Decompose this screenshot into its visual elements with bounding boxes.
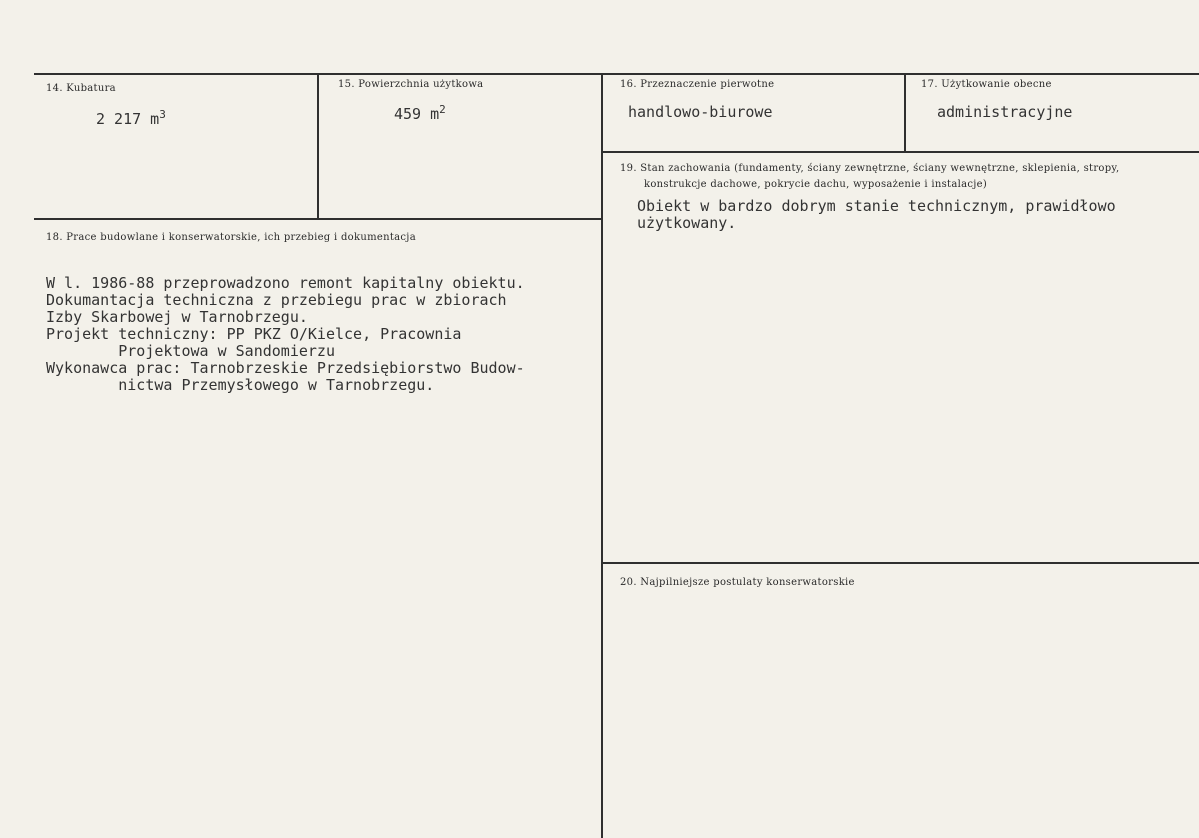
top-rule [34, 73, 1199, 75]
field-14-label: 14. Kubatura [46, 83, 116, 94]
field-15-label: 15. Powierzchnia użytkowa [338, 79, 484, 90]
field-16-value: handlowo-biurowe [628, 103, 773, 121]
field-15-number: 459 m [394, 105, 440, 123]
field-17-label: 17. Użytkowanie obecne [921, 79, 1052, 90]
field-14-value [96, 108, 166, 128]
field-19-label-cont: konstrukcje dachowe, pokrycie dachu, wyposażenie i instalacje) [644, 179, 988, 190]
field-15-exponent: 2 [439, 103, 446, 116]
field-20-label: 20. Najpilniejsze postulaty konserwatorskie [620, 577, 855, 588]
field-14-exponent: 3 [159, 108, 166, 121]
rule-under-16-17 [601, 151, 1199, 153]
field-16-label: 16. Przeznaczenie pierwotne [620, 79, 775, 90]
field-19-text: Obiekt w bardzo dobrym stanie technicznym, prawidłowo użytkowany. [637, 197, 1116, 232]
divider-16-17 [904, 73, 906, 151]
divider-main [601, 73, 603, 838]
field-14-number: 2 217 m [96, 110, 160, 128]
rule-under-19 [601, 562, 1199, 564]
field-18-label: 18. Prace budowlane i konserwatorskie, ich przebieg i dokumentacja [46, 232, 416, 243]
divider-14-15 [317, 73, 319, 219]
field-17-value: administracyjne [937, 103, 1073, 121]
field-19-label: 19. Stan zachowania (fundamenty, ściany zewnętrzne, ściany wewnętrzne, sklepienia, stropy, [620, 163, 1120, 174]
field-15-value [394, 103, 446, 123]
rule-under-14-15 [34, 218, 603, 220]
field-18-text: W l. 1986-88 przeprowadzono remont kapitalny obiektu. Dokumantacja techniczna z przebiegu prac w zbiorach Izby Skarbowej w Tarnobrzegu. Projekt techniczny: PP PKZ O/Kielce, Pracownia Projektowa w Sandomierzu Wykonawca prac: Tarnobrzeskie Przedsiębiorstwo Budow- nictwa Przemysłowego w Tarnobrzegu. [46, 274, 525, 394]
